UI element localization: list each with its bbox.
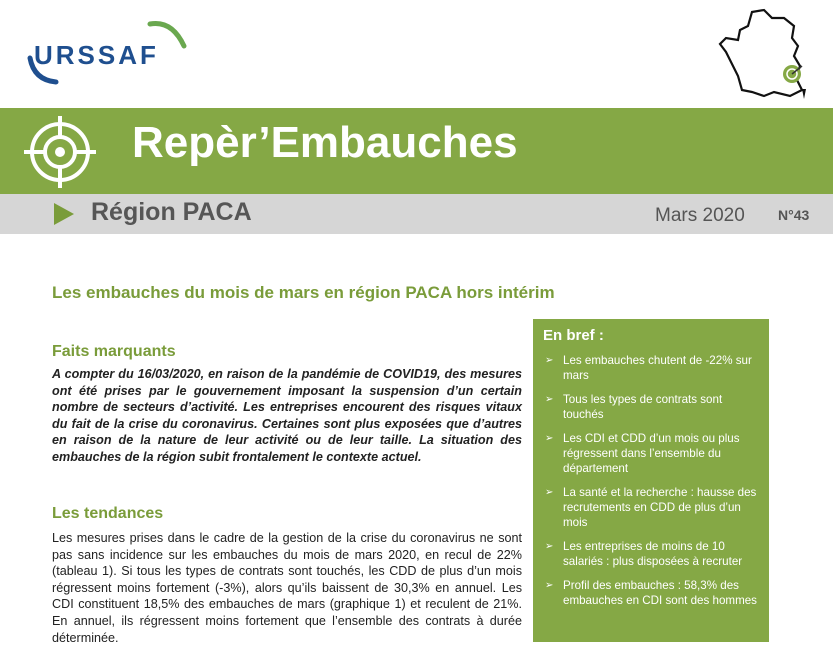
issue-date: Mars 2020 — [655, 205, 745, 226]
trends-heading: Les tendances — [52, 505, 164, 522]
trends-text: Les mesures prises dans le cadre de la gestion de la crise du coronavirus ne sont pas sans incidence sur les embauches du mois de mars 2020, en recul de 22% (tableau 1). Si tous les types de contrats sont touchés, les CDD de plus d’un mois régressent moins fortement (-3%), alors qu’ils baissent de 30,3% en annuel. Les CDI constituent 18,5% des embauches de mars (graphique 1) et reculent de 21%. En annuel, ils régressent moins fortement que l’ensemble des contrats à durée déterminée. — [52, 531, 522, 645]
list-item-text: La santé et la recherche : hausse des recrutements en CDD de plus d’un mois — [563, 486, 757, 529]
facts-heading: Faits marquants — [52, 343, 176, 360]
banner-title: Repèr’Embauches — [132, 118, 518, 167]
list-item — [545, 539, 761, 569]
list-item — [545, 485, 761, 530]
bullet-arrow-icon: ➢ — [545, 355, 554, 366]
list-item — [545, 431, 761, 476]
list-item-text: Profil des embauches : 58,3% des embauches en CDI sont des hommes — [563, 579, 757, 607]
logo-text: URSSAF — [34, 40, 159, 70]
list-item-text: Les entreprises de moins de 10 salariés : plus disposées à recruter — [563, 540, 743, 568]
france-map-icon — [712, 4, 812, 104]
list-item-text: Les embauches chutent de -22% sur mars — [563, 354, 752, 382]
bullet-arrow-icon: ➢ — [545, 580, 554, 591]
bullet-arrow-icon: ➢ — [545, 487, 554, 498]
summary-box — [533, 319, 769, 642]
list-item — [545, 392, 761, 422]
summary-title: En bref : — [543, 327, 604, 344]
bullet-arrow-icon: ➢ — [545, 541, 554, 552]
summary-list — [545, 353, 761, 617]
target-icon — [22, 114, 98, 190]
facts-text: A compter du 16/03/2020, en raison de la pandémie de COVID19, des mesures ont été prises par le gouvernement imposant la suspension d’un certain nombre de secteurs d’activité. Les entreprises encourent des risques vitaux du fait de la crise du coronavirus. Certaines sont plus exposées que d’autres en raison de la nature de leur activité ou de leur taille. La situation des embauches de la région subit frontalement le contexte actuel. — [52, 367, 522, 464]
main-title: Les embauches du mois de mars en région PACA hors intérim — [52, 283, 555, 302]
bullet-arrow-icon: ➢ — [545, 433, 554, 444]
list-item — [545, 353, 761, 383]
list-item — [545, 578, 761, 608]
list-item-text: Tous les types de contrats sont touchés — [563, 393, 723, 421]
list-item-text: Les CDI et CDD d’un mois ou plus régressent dans l’ensemble du département — [563, 432, 740, 475]
bullet-arrow-icon: ➢ — [545, 394, 554, 405]
region-title: Région PACA — [91, 198, 252, 226]
play-arrow-icon — [52, 202, 76, 226]
issue-number: N°43 — [778, 207, 810, 223]
